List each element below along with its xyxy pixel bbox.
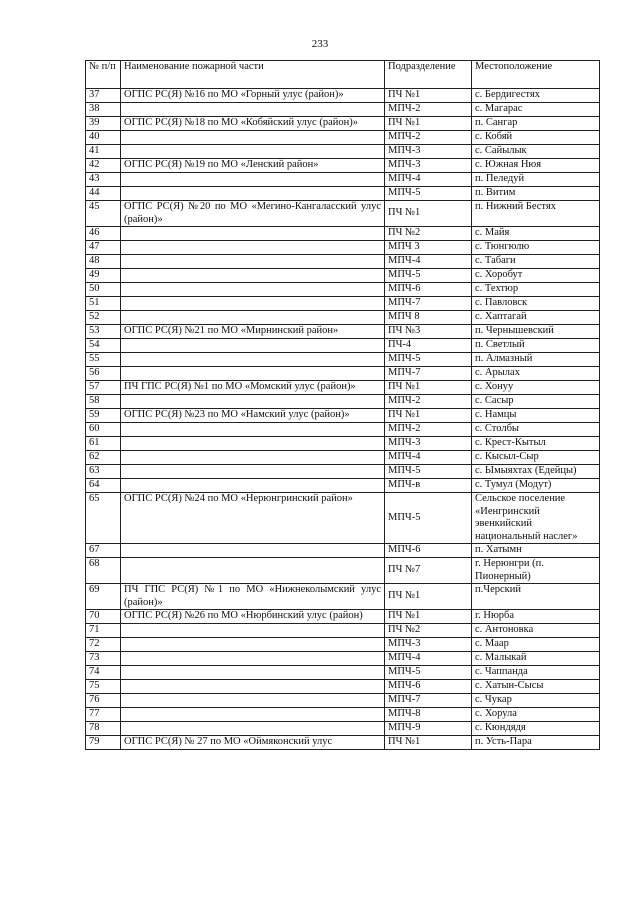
table-row [86,283,600,297]
cell-num: 38 [86,103,121,117]
cell-name [121,103,385,117]
table-row [86,694,600,708]
table-row [86,409,600,423]
cell-location: с. Сасыр [472,395,600,409]
cell-name [121,544,385,558]
cell-name [121,131,385,145]
cell-location: с. Чаппанда [472,666,600,680]
table-row [86,558,600,584]
cell-unit: МПЧ-5 [385,465,472,479]
cell-unit: ПЧ №1 [385,117,472,131]
cell-location: п. Усть-Пара [472,736,600,750]
cell-unit: МПЧ-2 [385,423,472,437]
cell-unit: ПЧ №2 [385,624,472,638]
table-row [86,638,600,652]
cell-location: с. Намцы [472,409,600,423]
cell-name [121,680,385,694]
cell-name [121,479,385,493]
cell-num: 72 [86,638,121,652]
cell-location: п. Алмазный [472,353,600,367]
cell-num: 71 [86,624,121,638]
cell-name: ОГПС РС(Я) №21 по МО «Мирнинский район» [121,325,385,339]
cell-location: с. Малыкай [472,652,600,666]
cell-name: ОГПС РС(Я) № 27 по МО «Оймяконский улус [121,736,385,750]
cell-num: 41 [86,145,121,159]
cell-num: 56 [86,367,121,381]
cell-name [121,708,385,722]
cell-location: с. Хонуу [472,381,600,395]
cell-unit: МПЧ-5 [385,666,472,680]
cell-unit: ПЧ №1 [385,409,472,423]
table-row [86,465,600,479]
cell-num: 51 [86,297,121,311]
table-row [86,145,600,159]
table-row [86,339,600,353]
cell-name [121,241,385,255]
cell-name [121,395,385,409]
cell-unit: МПЧ-в [385,479,472,493]
cell-name [121,311,385,325]
cell-unit: МПЧ-2 [385,395,472,409]
cell-name [121,255,385,269]
cell-unit: МПЧ-5 [385,187,472,201]
table-row [86,297,600,311]
cell-num: 44 [86,187,121,201]
cell-name [121,437,385,451]
cell-location: с. Антоновка [472,624,600,638]
cell-num: 67 [86,544,121,558]
cell-location: с. Тюнгюлю [472,241,600,255]
table-row [86,131,600,145]
cell-name [121,624,385,638]
cell-name [121,269,385,283]
cell-num: 74 [86,666,121,680]
cell-name: ОГПС РС(Я) №23 по МО «Намский улус (район)» [121,409,385,423]
cell-unit: МПЧ-8 [385,708,472,722]
cell-unit: ПЧ №1 [385,610,472,624]
cell-num: 61 [86,437,121,451]
cell-location: с. Хорула [472,708,600,722]
cell-name: ПЧ ГПС РС(Я) №1 по МО «Нижнеколымский улус (район)» [121,584,385,610]
cell-unit: МПЧ-9 [385,722,472,736]
table-row [86,708,600,722]
cell-unit: ПЧ-4 [385,339,472,353]
cell-num: 50 [86,283,121,297]
cell-unit: МПЧ-3 [385,159,472,173]
table-row [86,159,600,173]
table-row [86,395,600,409]
cell-unit: МПЧ-3 [385,145,472,159]
cell-unit: ПЧ №1 [385,584,472,610]
cell-num: 45 [86,201,121,227]
table-row [86,381,600,395]
cell-location: с. Арылах [472,367,600,381]
cell-location: с. Южная Нюя [472,159,600,173]
table-row [86,173,600,187]
cell-num: 79 [86,736,121,750]
cell-location: г. Нюрба [472,610,600,624]
cell-num: 64 [86,479,121,493]
table-row [86,624,600,638]
cell-location: п.Черский [472,584,600,610]
cell-name: ОГПС РС(Я) №19 по МО «Ленский район» [121,159,385,173]
cell-unit: МПЧ-2 [385,131,472,145]
cell-unit: МПЧ-7 [385,367,472,381]
cell-unit: МПЧ-2 [385,103,472,117]
cell-num: 48 [86,255,121,269]
cell-name [121,652,385,666]
cell-unit: МПЧ-5 [385,493,472,544]
table-row [86,736,600,750]
cell-location: с. Тумул (Модут) [472,479,600,493]
cell-name [121,283,385,297]
header-name: Наименование пожарной части [121,61,385,89]
cell-unit: МПЧ-6 [385,283,472,297]
cell-location: с. Кюндядя [472,722,600,736]
cell-num: 42 [86,159,121,173]
cell-name [121,353,385,367]
cell-unit: МПЧ 8 [385,311,472,325]
table-row [86,89,600,103]
table-row [86,722,600,736]
cell-name [121,722,385,736]
table-row [86,187,600,201]
cell-location: п. Пеледуй [472,173,600,187]
cell-num: 69 [86,584,121,610]
header-unit: Подразделение [385,61,472,89]
cell-unit: ПЧ №1 [385,89,472,103]
cell-unit: МПЧ-5 [385,269,472,283]
cell-unit: МПЧ-3 [385,638,472,652]
cell-unit: ПЧ №3 [385,325,472,339]
cell-location: с. Магарас [472,103,600,117]
table-row [86,493,600,544]
header-location: Местоположение [472,61,600,89]
cell-name [121,297,385,311]
table-row [86,544,600,558]
table-row [86,680,600,694]
table-row [86,269,600,283]
cell-location: Сельское поселение «Иенгринский эвенкийский национальный наслег» [472,493,600,544]
cell-num: 39 [86,117,121,131]
cell-num: 60 [86,423,121,437]
cell-num: 53 [86,325,121,339]
cell-num: 43 [86,173,121,187]
cell-name [121,227,385,241]
cell-name [121,187,385,201]
cell-num: 73 [86,652,121,666]
cell-unit: МПЧ-5 [385,353,472,367]
table-row [86,311,600,325]
cell-location: с. Столбы [472,423,600,437]
cell-num: 54 [86,339,121,353]
cell-unit: МПЧ-7 [385,297,472,311]
cell-num: 57 [86,381,121,395]
cell-num: 40 [86,131,121,145]
cell-unit: ПЧ №1 [385,381,472,395]
cell-location: с. Кысыл-Сыр [472,451,600,465]
table-row [86,666,600,680]
table-row [86,437,600,451]
cell-unit: МПЧ-6 [385,544,472,558]
cell-location: п. Нижний Бестях [472,201,600,227]
cell-location: с. Бердигестях [472,89,600,103]
cell-location: с. Павловск [472,297,600,311]
cell-location: п. Витим [472,187,600,201]
cell-name: ОГПС РС(Я) №16 по МО «Горный улус (район)» [121,89,385,103]
cell-name: ОГПС РС(Я) №26 по МО «Нюрбинский улус (район) [121,610,385,624]
cell-num: 68 [86,558,121,584]
table-row [86,610,600,624]
cell-name [121,558,385,584]
cell-location: с. Маар [472,638,600,652]
cell-num: 37 [86,89,121,103]
cell-location: с. Табаги [472,255,600,269]
cell-num: 76 [86,694,121,708]
cell-num: 63 [86,465,121,479]
cell-name [121,423,385,437]
cell-num: 70 [86,610,121,624]
cell-name [121,451,385,465]
cell-num: 52 [86,311,121,325]
table-row [86,325,600,339]
table-row [86,584,600,610]
table-row [86,241,600,255]
cell-num: 75 [86,680,121,694]
cell-unit: ПЧ №7 [385,558,472,584]
cell-num: 59 [86,409,121,423]
cell-unit: МПЧ-4 [385,255,472,269]
cell-unit: МПЧ-7 [385,694,472,708]
table-row [86,117,600,131]
table-row [86,652,600,666]
cell-location: п. Сангар [472,117,600,131]
cell-name [121,694,385,708]
cell-unit: МПЧ 3 [385,241,472,255]
cell-location: с. Кобяй [472,131,600,145]
cell-name [121,339,385,353]
cell-name [121,666,385,680]
cell-num: 49 [86,269,121,283]
cell-unit: МПЧ-3 [385,437,472,451]
cell-num: 62 [86,451,121,465]
table-row [86,367,600,381]
cell-unit: МПЧ-4 [385,451,472,465]
table-row [86,451,600,465]
cell-name: ПЧ ГПС РС(Я) №1 по МО «Момский улус (район)» [121,381,385,395]
table-row [86,227,600,241]
cell-location: с. Хаптагай [472,311,600,325]
cell-name [121,145,385,159]
table-row [86,353,600,367]
cell-unit: МПЧ-4 [385,652,472,666]
cell-location: п. Светлый [472,339,600,353]
table-row [86,103,600,117]
cell-unit: МПЧ-6 [385,680,472,694]
cell-location: с. Майя [472,227,600,241]
cell-name: ОГПС РС(Я) №20 по МО «Мегино-Кангаласский улус (район)» [121,201,385,227]
cell-location: с. Техтюр [472,283,600,297]
fire-stations-table [85,60,600,750]
table-row [86,255,600,269]
cell-name [121,367,385,381]
page-number: 233 [311,38,329,50]
cell-num: 55 [86,353,121,367]
table-row [86,479,600,493]
cell-location: с. Ымыяхтах (Едейцы) [472,465,600,479]
cell-location: п. Хатымн [472,544,600,558]
cell-unit: ПЧ №1 [385,201,472,227]
cell-unit: ПЧ №2 [385,227,472,241]
cell-location: г. Нерюнгри (п. Пионерный) [472,558,600,584]
cell-location: с. Хоробут [472,269,600,283]
table-header-row [86,61,600,89]
cell-num: 47 [86,241,121,255]
cell-name [121,465,385,479]
cell-name: ОГПС РС(Я) №24 по МО «Нерюнгринский район» [121,493,385,544]
cell-name [121,173,385,187]
cell-location: с. Крест-Кытыл [472,437,600,451]
cell-num: 46 [86,227,121,241]
table-row [86,423,600,437]
cell-num: 65 [86,493,121,544]
cell-num: 77 [86,708,121,722]
cell-location: с. Чукар [472,694,600,708]
cell-unit: МПЧ-4 [385,173,472,187]
cell-num: 78 [86,722,121,736]
cell-location: с. Хатын-Сысы [472,680,600,694]
cell-unit: ПЧ №1 [385,736,472,750]
cell-name [121,638,385,652]
cell-name: ОГПС РС(Я) №18 по МО «Кобяйский улус (район)» [121,117,385,131]
cell-num: 58 [86,395,121,409]
table-body [86,89,600,750]
header-num: № п/п [86,61,121,89]
cell-location: п. Чернышевский [472,325,600,339]
cell-location: с. Сайылык [472,145,600,159]
table-row [86,201,600,227]
